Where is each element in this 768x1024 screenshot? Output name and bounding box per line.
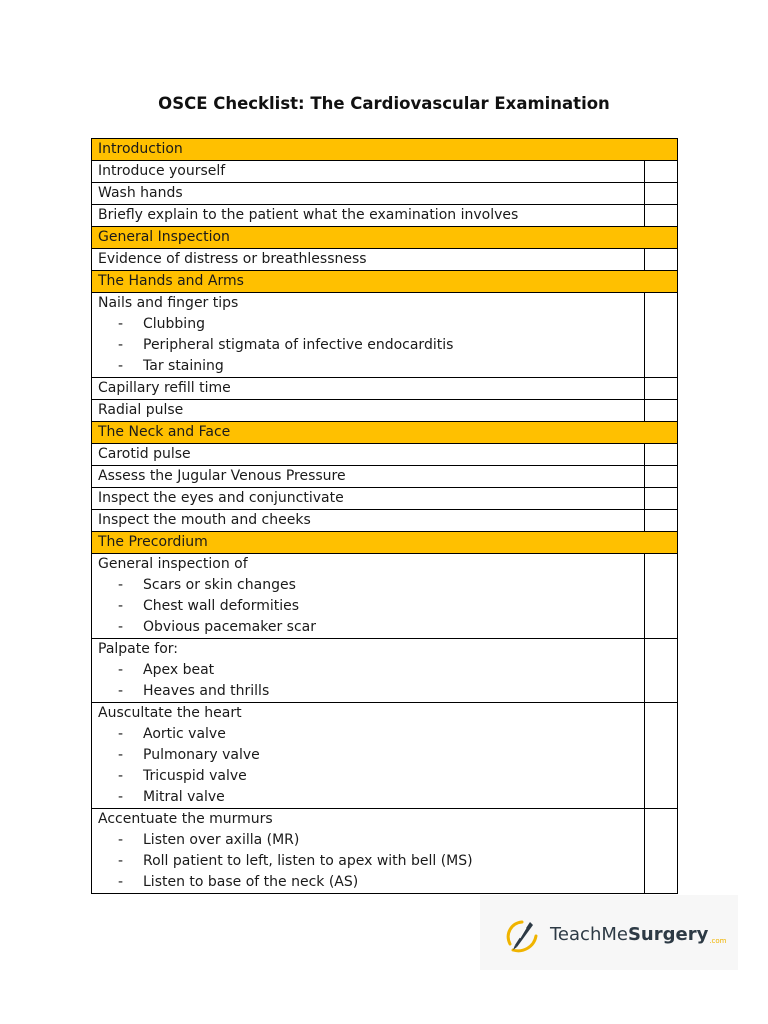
checklist-row [92, 488, 678, 510]
dash-bullet: - [118, 789, 124, 805]
dash-bullet: - [118, 316, 124, 332]
section-header-row [92, 139, 678, 161]
section-fill-cell [645, 532, 678, 554]
sub-item-text: Clubbing [143, 316, 205, 332]
sub-item-text: Listen over axilla (MR) [143, 832, 300, 848]
checklist-row [92, 161, 678, 183]
checklist-item [92, 466, 645, 488]
section-heading: The Neck and Face [92, 422, 645, 444]
sub-item [98, 830, 638, 851]
checklist-item-text: Palpate for: [98, 641, 179, 657]
sub-item-text: Roll patient to left, listen to apex with bell (MS) [143, 853, 473, 869]
section-heading: Introduction [92, 139, 645, 161]
checklist-item [92, 554, 645, 639]
checklist-item-text: Wash hands [98, 185, 183, 201]
checklist-row [92, 510, 678, 532]
sub-item [98, 766, 638, 787]
checklist-item-text: Introduce yourself [98, 163, 226, 179]
checklist-item [92, 809, 645, 894]
checklist-item-text: Accentuate the murmurs [98, 811, 273, 827]
dash-bullet: - [118, 747, 124, 763]
sub-item-text: Mitral valve [143, 789, 225, 805]
checkbox-cell[interactable] [645, 703, 678, 809]
checklist-item [92, 293, 645, 378]
checklist-item-text: Assess the Jugular Venous Pressure [98, 468, 346, 484]
section-header-row [92, 422, 678, 444]
sub-item [98, 596, 638, 617]
sub-item-text: Chest wall deformities [143, 598, 300, 614]
checklist-table [91, 138, 678, 894]
section-heading: General Inspection [92, 227, 645, 249]
sub-item-list [98, 314, 638, 377]
logo-wordmark: TeachMeSurgery.com [550, 924, 727, 945]
dash-bullet: - [118, 598, 124, 614]
checkbox-cell[interactable] [645, 400, 678, 422]
checklist-item [92, 400, 645, 422]
sub-item [98, 356, 638, 377]
checkbox-cell[interactable] [645, 161, 678, 183]
sub-item [98, 617, 638, 638]
checklist-row [92, 205, 678, 227]
checklist-row [92, 639, 678, 703]
section-fill-cell [645, 139, 678, 161]
section-header-row [92, 271, 678, 293]
checklist-row [92, 444, 678, 466]
sub-item [98, 681, 638, 702]
sub-item-text: Tricuspid valve [143, 768, 247, 784]
checklist-item-text: Inspect the eyes and conjunctivate [98, 490, 344, 506]
sub-item [98, 724, 638, 745]
checklist-item [92, 161, 645, 183]
checklist-item [92, 378, 645, 400]
checklist-item-text: Briefly explain to the patient what the examination involves [98, 207, 519, 223]
sub-item-text: Tar staining [143, 358, 224, 374]
page-title: OSCE Checklist: The Cardiovascular Examination [158, 94, 610, 113]
sub-item [98, 575, 638, 596]
section-header-row [92, 532, 678, 554]
sub-item-text: Apex beat [143, 662, 215, 678]
checkbox-cell[interactable] [645, 444, 678, 466]
checklist-item [92, 183, 645, 205]
section-fill-cell [645, 271, 678, 293]
checklist-row [92, 703, 678, 809]
checklist-row [92, 400, 678, 422]
checkbox-cell[interactable] [645, 183, 678, 205]
sub-item-text: Obvious pacemaker scar [143, 619, 317, 635]
sub-item-text: Scars or skin changes [143, 577, 296, 593]
checkbox-cell[interactable] [645, 639, 678, 703]
checklist-item-text: Capillary refill time [98, 380, 231, 396]
section-heading: The Precordium [92, 532, 645, 554]
sub-item [98, 787, 638, 808]
checklist-item-text: Nails and finger tips [98, 295, 239, 311]
sub-item [98, 314, 638, 335]
checklist-item [92, 205, 645, 227]
checklist-row [92, 809, 678, 894]
dash-bullet: - [118, 683, 124, 699]
quill-icon [502, 917, 542, 957]
section-header-row [92, 227, 678, 249]
sub-item-text: Pulmonary valve [143, 747, 260, 763]
dash-bullet: - [118, 358, 124, 374]
dash-bullet: - [118, 619, 124, 635]
checklist-item-text: Auscultate the heart [98, 705, 242, 721]
dash-bullet: - [118, 577, 124, 593]
sub-item [98, 745, 638, 766]
sub-item-list [98, 830, 638, 893]
checklist-item-text: Carotid pulse [98, 446, 191, 462]
checklist-item [92, 703, 645, 809]
dash-bullet: - [118, 337, 124, 353]
sub-item-text: Aortic valve [143, 726, 226, 742]
sub-item-text: Peripheral stigmata of infective endocarditis [143, 337, 454, 353]
checkbox-cell[interactable] [645, 488, 678, 510]
dash-bullet: - [118, 662, 124, 678]
section-heading: The Hands and Arms [92, 271, 645, 293]
sub-item [98, 335, 638, 356]
checkbox-cell[interactable] [645, 466, 678, 488]
dash-bullet: - [118, 832, 124, 848]
sub-item-list [98, 660, 638, 702]
checklist-item-text: General inspection of [98, 556, 248, 572]
checklist-item [92, 249, 645, 271]
checklist-row [92, 249, 678, 271]
section-fill-cell [645, 422, 678, 444]
checklist-item-text: Evidence of distress or breathlessness [98, 251, 367, 267]
checklist-row [92, 554, 678, 639]
checklist-item [92, 639, 645, 703]
sub-item-text: Heaves and thrills [143, 683, 270, 699]
dash-bullet: - [118, 874, 124, 890]
checklist-row [92, 183, 678, 205]
checkbox-cell[interactable] [645, 809, 678, 894]
teachmesurgery-logo [480, 895, 738, 970]
checkbox-cell[interactable] [645, 249, 678, 271]
checklist-item-text: Inspect the mouth and cheeks [98, 512, 311, 528]
sub-item-text: Listen to base of the neck (AS) [143, 874, 359, 890]
checklist-row [92, 378, 678, 400]
checklist-item [92, 488, 645, 510]
sub-item-list [98, 575, 638, 638]
section-fill-cell [645, 227, 678, 249]
checklist-item [92, 444, 645, 466]
checkbox-cell[interactable] [645, 378, 678, 400]
dash-bullet: - [118, 853, 124, 869]
checklist-row [92, 466, 678, 488]
sub-item [98, 660, 638, 681]
dash-bullet: - [118, 768, 124, 784]
sub-item [98, 872, 638, 893]
checklist-row [92, 293, 678, 378]
checklist-item [92, 510, 645, 532]
dash-bullet: - [118, 726, 124, 742]
checkbox-cell[interactable] [645, 205, 678, 227]
checkbox-cell[interactable] [645, 510, 678, 532]
checklist-item-text: Radial pulse [98, 402, 184, 418]
sub-item [98, 851, 638, 872]
checkbox-cell[interactable] [645, 554, 678, 639]
checkbox-cell[interactable] [645, 293, 678, 378]
sub-item-list [98, 724, 638, 808]
